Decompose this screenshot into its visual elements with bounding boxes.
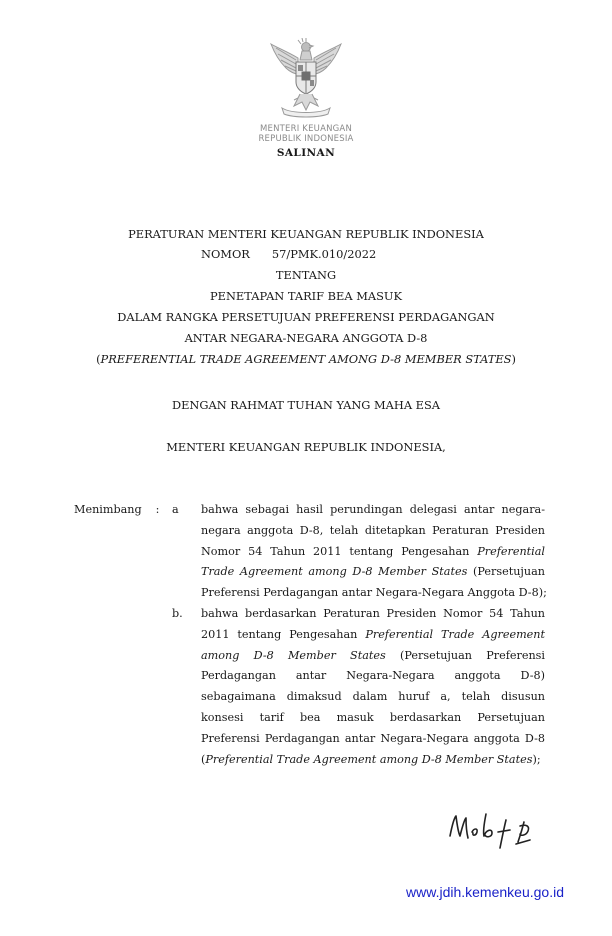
item-a-line-4-text: (Persetujuan — [473, 565, 545, 579]
item-a-line-2: negara anggota D-8, telah ditetapkan Peraturan Presiden — [201, 523, 545, 537]
item-b-line-4: Perdagangan antar Negara-Negara anggota D-8) — [201, 669, 545, 683]
subject-line-2: DALAM RANGKA PERSETUJUAN PREFERENSI PERDAGANGAN — [117, 310, 495, 324]
item-b-line-3-text: (Persetujuan Preferensi — [400, 648, 545, 662]
item-b-letter: b. — [172, 607, 183, 620]
authority-line: MENTERI KEUANGAN REPUBLIK INDONESIA, — [166, 440, 446, 454]
item-a-line-4 — [201, 562, 545, 583]
number-value: 57/PMK.010/2022 — [271, 247, 377, 261]
subject-line-1: PENETAPAN TARIF BEA MASUK — [209, 289, 403, 303]
item-b-line-8: (Preferential Trade Agreement among D-8 Member States); — [201, 752, 541, 766]
item-b-line-2 — [201, 625, 545, 646]
item-b-line-2-italic: Preferential Trade Agreement — [365, 627, 545, 641]
subject-line-3: ANTAR NEGARA-NEGARA ANGGOTA D-8 — [184, 331, 428, 345]
item-b-line-3 — [201, 646, 545, 667]
item-b-line-8-italic: Preferential Trade Agreement among D-8 Member States — [205, 752, 533, 766]
item-b-line-8-end: ); — [532, 752, 541, 766]
subject-line-4-italic: PREFERENTIAL TRADE AGREEMENT AMONG D-8 MEMBER STATES — [100, 352, 512, 366]
initials-signature — [440, 806, 560, 852]
garuda-emblem-icon — [268, 38, 344, 120]
considering-colon: : — [155, 503, 160, 516]
number-label: NOMOR — [201, 247, 250, 261]
item-a-line-3-text: Nomor 54 Tahun 2011 tentang Pengesahan — [201, 544, 470, 558]
footer-url-link[interactable]: www.jdih.kemenkeu.go.id — [406, 884, 564, 900]
item-a-text — [201, 500, 545, 604]
subject-line-4: (PREFERENTIAL TRADE AGREEMENT AMONG D-8 MEMBER STATES) — [96, 352, 516, 366]
item-a-line-5: Preferensi Perdagangan antar Negara-Negara Anggota D-8); — [201, 586, 547, 600]
blessing-line: DENGAN RAHMAT TUHAN YANG MAHA ESA — [171, 398, 441, 412]
item-b-line-6: konsesi tarif bea masuk berdasarkan Persetujuan — [201, 710, 545, 724]
institution-line-1: MENTERI KEUANGAN — [259, 124, 353, 134]
institution-line-2: REPUBLIK INDONESIA — [258, 134, 354, 144]
copy-label: SALINAN — [276, 147, 336, 159]
item-a-line-3 — [201, 542, 545, 563]
regulation-title: PERATURAN MENTERI KEUANGAN REPUBLIK INDONESIA — [128, 227, 484, 241]
item-a-line-4-italic: Trade Agreement among D-8 Member States — [201, 565, 468, 579]
item-b-line-5: sebagaimana dimaksud dalam huruf a, telah disusun — [201, 690, 545, 704]
item-b-text — [201, 604, 545, 770]
about-label: TENTANG — [275, 268, 337, 282]
item-b-line-3-italic: among D-8 Member States — [201, 648, 386, 662]
item-b-line-7: Preferensi Perdagangan antar Negara-Negara anggota D-8 — [201, 731, 545, 745]
item-b-line-2-text: 2011 tentang Pengesahan — [201, 627, 358, 641]
regulation-number — [201, 247, 376, 261]
item-a-letter: a — [172, 503, 179, 516]
item-a-line-1: bahwa sebagai hasil perundingan delegasi antar negara- — [201, 503, 545, 516]
considering-label: Menimbang — [74, 503, 142, 516]
item-b-line-1: bahwa berdasarkan Peraturan Presiden Nomor 54 Tahun — [201, 607, 545, 620]
item-a-line-3-italic: Preferential — [477, 544, 546, 558]
